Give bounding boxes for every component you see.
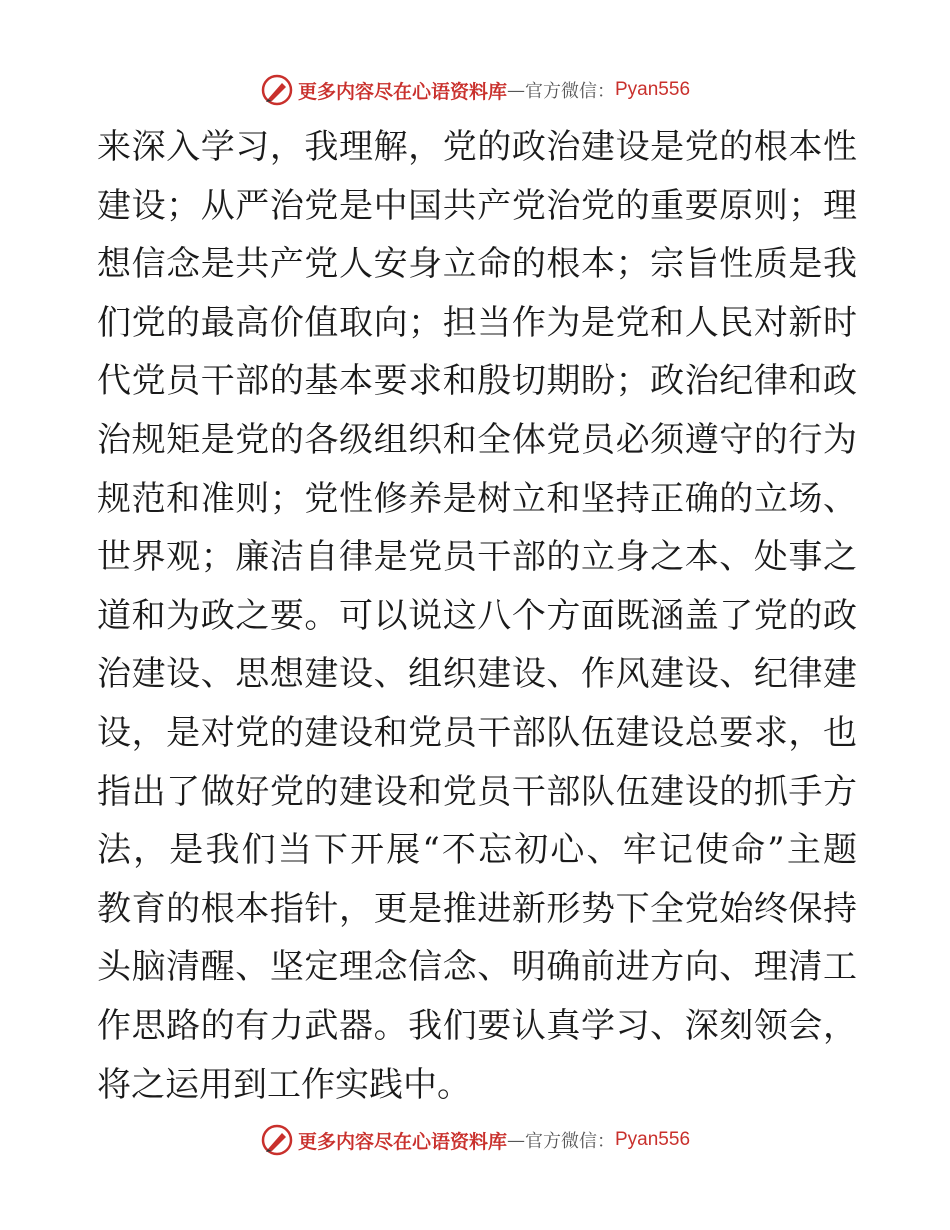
body-line: 世界观；廉洁自律是党员干部的立身之本、处事之 (97, 537, 857, 578)
body-line: 们党的最高价值取向；担当作为是党和人民对新时 (97, 302, 857, 343)
body-line: 治规矩是党的各级组织和全体党员必须遵守的行为 (97, 419, 857, 460)
watermark-account: Pyan556 (615, 1129, 691, 1150)
body-line: 作思路的有力武器。我们要认真学习、深刻领会， (97, 1005, 857, 1046)
watermark-label: 官方微信： (525, 1131, 615, 1152)
watermark-brand: 更多内容尽在心语资料库 (297, 80, 507, 103)
body-line: 想信念是共产党人安身立命的根本；宗旨性质是我 (97, 244, 857, 285)
header-watermark (0, 70, 950, 110)
body-line: 法，是我们当下开展“不忘初心、牢记使命”主题 (97, 830, 857, 871)
watermark-label: 官方微信： (525, 81, 615, 102)
body-line: 教育的根本指针，更是推进新形势下全党始终保持 (97, 888, 857, 929)
body-line: 代党员干部的基本要求和殷切期盼；政治纪律和政 (97, 361, 857, 402)
body-line: 来深入学习，我理解，党的政治建设是党的根本性 (97, 127, 857, 167)
pen-logo-icon (260, 73, 294, 107)
footer-watermark (0, 1120, 950, 1160)
body-line: 将之运用到工作实践中。 (97, 1064, 471, 1105)
body-line: 治建设、思想建设、组织建设、作风建设、纪律建 (97, 654, 857, 695)
body-line: 头脑清醒、坚定理念信念、明确前进方向、理清工 (97, 947, 857, 988)
body-line: 设，是对党的建设和党员干部队伍建设总要求，也 (97, 712, 857, 753)
body-line: 规范和准则；党性修养是树立和坚持正确的立场、 (97, 478, 857, 519)
watermark-separator: — (507, 79, 525, 101)
watermark-brand: 更多内容尽在心语资料库 (297, 1130, 507, 1153)
body-line: 道和为政之要。可以说这八个方面既涵盖了党的政 (97, 595, 857, 636)
body-line: 指出了做好党的建设和党员干部队伍建设的抓手方 (97, 771, 857, 812)
body-line: 建设；从严治党是中国共产党治党的重要原则；理 (97, 185, 857, 226)
document-body (97, 118, 857, 1114)
pen-logo-icon (260, 1123, 294, 1157)
watermark-account: Pyan556 (615, 79, 691, 100)
watermark-separator: — (507, 1129, 525, 1151)
